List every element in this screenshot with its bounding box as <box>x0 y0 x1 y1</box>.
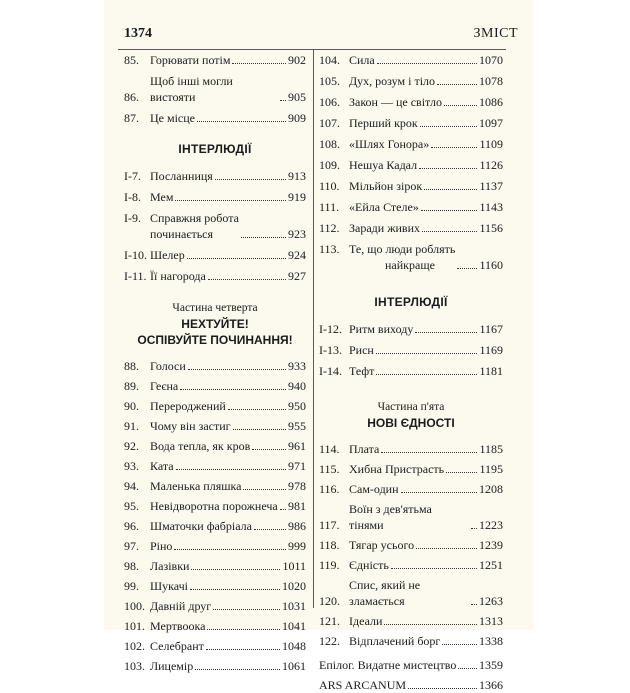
entry-title: Єдність <box>349 557 389 573</box>
entry-number: І-11. <box>124 268 150 284</box>
entry-number: 116. <box>319 481 349 497</box>
interludes-heading: ІНТЕРЛЮДІЇ <box>124 142 306 156</box>
dot-leader <box>252 449 286 450</box>
dot-leader <box>180 389 286 390</box>
entry-number: 86. <box>124 89 150 105</box>
entry-number: 99. <box>124 578 150 594</box>
entry-title: Плата <box>349 441 379 457</box>
entry-number: 110. <box>319 178 349 194</box>
page-number: 1374 <box>124 26 152 42</box>
toc-entry[interactable] <box>124 210 306 242</box>
entry-number: 87. <box>124 110 150 126</box>
entry-number: 97. <box>124 538 150 554</box>
toc-entry[interactable] <box>319 577 503 609</box>
dot-leader <box>208 279 286 280</box>
dot-leader <box>381 452 477 453</box>
entry-title: Дух, розум і тіло <box>349 73 435 89</box>
entry-title-line: Те, що люди роблять <box>349 242 455 256</box>
toc-entry[interactable] <box>124 498 306 514</box>
entry-page: 950 <box>288 398 306 414</box>
dot-leader <box>424 189 477 190</box>
toc-entry[interactable] <box>319 481 503 497</box>
entry-page: 924 <box>288 247 306 263</box>
toc-entry[interactable] <box>124 52 306 68</box>
entry-page: 919 <box>288 189 306 205</box>
entry-number: 118. <box>319 537 349 553</box>
toc-entry[interactable] <box>319 157 503 173</box>
dot-leader <box>233 429 286 430</box>
entry-number: І-10. <box>124 247 150 263</box>
dot-leader <box>457 268 477 269</box>
entry-page: 927 <box>288 268 306 284</box>
dot-leader <box>384 624 477 625</box>
entry-page: 1156 <box>479 220 503 236</box>
entry-title: Епілог. Видатне мистецтво <box>319 657 456 673</box>
dot-leader <box>176 469 286 470</box>
entry-title: Сила <box>349 52 375 68</box>
entry-page: 1208 <box>479 481 503 497</box>
entry-page: 961 <box>288 438 306 454</box>
entry-page: 1048 <box>282 638 306 654</box>
entry-page: 1313 <box>479 613 503 629</box>
entry-title: Відплачений борг <box>349 633 440 649</box>
dot-leader <box>195 669 280 670</box>
toc-entry[interactable] <box>319 136 503 152</box>
entry-page: 955 <box>288 418 306 434</box>
dot-leader <box>471 604 477 605</box>
header-rule <box>118 49 506 50</box>
entry-title: Її нагорода <box>150 268 206 284</box>
dot-leader <box>401 492 477 493</box>
entry-page: 1338 <box>479 633 503 649</box>
entry-page: 971 <box>288 458 306 474</box>
part-four-list <box>124 358 306 674</box>
entry-page: 1251 <box>479 557 503 573</box>
entry-page: 1126 <box>479 157 503 173</box>
entry-title: Мертвоока <box>150 618 205 634</box>
entry-number: 122. <box>319 633 349 649</box>
entry-number: 119. <box>319 557 349 573</box>
entry-number: 94. <box>124 478 150 494</box>
entry-title: Мем <box>150 189 173 205</box>
entry-number: І-13. <box>319 342 349 358</box>
entry-number: 113. <box>319 241 349 257</box>
toc-entry[interactable] <box>124 658 306 674</box>
toc-entry[interactable] <box>124 398 306 414</box>
entry-title: Лазівки <box>150 558 189 574</box>
toc-entry[interactable] <box>319 342 503 358</box>
toc-entry[interactable] <box>319 73 503 89</box>
toc-entry[interactable] <box>124 247 306 263</box>
entry-number: І-9. <box>124 210 150 226</box>
toc-entry[interactable] <box>124 538 306 554</box>
dot-leader <box>377 63 477 64</box>
entry-page: 940 <box>288 378 306 394</box>
entry-page: 913 <box>288 168 306 184</box>
entry-title: Вода тепла, як кров <box>150 438 250 454</box>
toc-entry[interactable] <box>124 478 306 494</box>
toc-entry[interactable] <box>319 52 503 68</box>
entry-page: 933 <box>288 358 306 374</box>
entry-number: 101. <box>124 618 150 634</box>
toc-entry[interactable] <box>124 110 306 126</box>
entry-page: 1359 <box>479 657 503 673</box>
entry-number: 96. <box>124 518 150 534</box>
part-title-line: НЕХТУЙТЕ! <box>181 317 248 331</box>
toc-entry[interactable] <box>124 189 306 205</box>
dot-leader <box>391 568 477 569</box>
entry-number: 91. <box>124 418 150 434</box>
dot-leader <box>241 237 286 238</box>
entry-title: Невідворотна порожнеча <box>150 498 278 514</box>
toc-entry[interactable] <box>319 321 503 337</box>
entry-title: Нешуа Кадал <box>349 157 417 173</box>
entry-title: Горювати потім <box>150 52 230 68</box>
entry-title: Хибна Пристрасть <box>349 461 444 477</box>
entry-title: Чому він застиг <box>150 418 231 434</box>
entry-page: 1137 <box>479 178 503 194</box>
entry-page: 1263 <box>479 593 503 609</box>
entry-title: Заради живих <box>349 220 420 236</box>
dot-leader <box>471 528 477 529</box>
entry-number: 117. <box>319 517 349 533</box>
entry-number: 92. <box>124 438 150 454</box>
entry-page: 1366 <box>479 677 503 693</box>
part-title: НОВІ ЄДНОСТІ <box>319 415 503 431</box>
entry-page: 1160 <box>479 257 503 273</box>
toc-entry[interactable] <box>124 438 306 454</box>
dot-leader <box>232 63 286 64</box>
dot-leader <box>187 258 286 259</box>
entry-title-line: найкраще <box>349 258 435 272</box>
entry-number: 93. <box>124 458 150 474</box>
entry-page: 909 <box>288 110 306 126</box>
toc-entry[interactable] <box>124 638 306 654</box>
entry-title <box>349 241 455 273</box>
entry-title-line: починається <box>150 227 213 241</box>
toc-entry[interactable] <box>319 461 503 477</box>
entry-page: 1181 <box>479 363 503 379</box>
entry-page: 1167 <box>479 321 503 337</box>
entry-number: 115. <box>319 461 349 477</box>
interludes-heading: ІНТЕРЛЮДІЇ <box>319 295 503 309</box>
entry-number: 104. <box>319 52 349 68</box>
entry-title: «Шлях Гонора» <box>349 136 429 152</box>
page-header <box>120 26 526 46</box>
toc-left-column <box>124 52 306 610</box>
entry-page: 999 <box>288 538 306 554</box>
toc-entry[interactable] <box>319 441 503 457</box>
dot-leader <box>190 589 280 590</box>
entry-page: 1011 <box>282 558 306 574</box>
entry-page: 986 <box>288 518 306 534</box>
entry-title: Геєна <box>150 378 178 394</box>
dot-leader <box>191 569 280 570</box>
dot-leader <box>206 649 280 650</box>
entry-number: 109. <box>319 157 349 173</box>
dot-leader <box>280 509 286 510</box>
toc-entry[interactable] <box>124 618 306 634</box>
entry-number: 114. <box>319 441 349 457</box>
entry-page: 923 <box>288 226 306 242</box>
entry-number: 102. <box>124 638 150 654</box>
toc-entry[interactable] <box>124 378 306 394</box>
entry-title-line: Справжня робота <box>150 211 239 225</box>
entry-number: 112. <box>319 220 349 236</box>
toc-entry[interactable] <box>124 268 306 284</box>
entry-title: Ідеали <box>349 613 382 629</box>
dot-leader <box>415 332 477 333</box>
toc-entry[interactable] <box>319 501 503 533</box>
entry-number: 95. <box>124 498 150 514</box>
dot-leader <box>197 121 286 122</box>
dot-leader <box>213 609 280 610</box>
entry-page: 1223 <box>479 517 503 533</box>
entry-title: Голоси <box>150 358 186 374</box>
entry-title: Шелер <box>150 247 185 263</box>
entry-number: 105. <box>319 73 349 89</box>
part-title <box>124 316 306 348</box>
dot-leader <box>243 489 286 490</box>
entry-title: Селебрант <box>150 638 204 654</box>
entry-number: 121. <box>319 613 349 629</box>
entry-page: 981 <box>288 498 306 514</box>
toc-entry[interactable] <box>319 94 503 110</box>
entry-number: 88. <box>124 358 150 374</box>
part-label: Частина четверта <box>124 302 306 314</box>
dot-leader <box>215 179 286 180</box>
entry-page: 905 <box>288 89 306 105</box>
entry-title: Давній друг <box>150 598 211 614</box>
dot-leader <box>254 529 286 530</box>
entry-page: 1031 <box>282 598 306 614</box>
entry-title: Лицемір <box>150 658 193 674</box>
entry-page: 1169 <box>479 342 503 358</box>
entry-number: І-14. <box>319 363 349 379</box>
entry-title: Рисн <box>349 342 374 358</box>
part-five-list <box>319 441 503 693</box>
entry-number: 108. <box>319 136 349 152</box>
entry-number: 98. <box>124 558 150 574</box>
dot-leader <box>376 374 477 375</box>
toc-entry[interactable] <box>319 220 503 236</box>
dot-leader <box>419 168 477 169</box>
entry-number: 85. <box>124 52 150 68</box>
entry-number: 100. <box>124 598 150 614</box>
toc-entry[interactable] <box>124 558 306 574</box>
entry-title: Ріно <box>150 538 172 554</box>
entry-page: 902 <box>288 52 306 68</box>
toc-entry-epilogue[interactable] <box>319 657 503 673</box>
toc-entry[interactable] <box>319 241 503 273</box>
entry-number: 90. <box>124 398 150 414</box>
entry-page: 1195 <box>479 461 503 477</box>
dot-leader <box>408 688 477 689</box>
toc-entry[interactable] <box>124 168 306 184</box>
entry-number: 89. <box>124 378 150 394</box>
toc-entry[interactable] <box>124 458 306 474</box>
dot-leader <box>420 126 477 127</box>
entry-number: І-8. <box>124 189 150 205</box>
entry-title: Закон — це світло <box>349 94 442 110</box>
entry-page: 1086 <box>479 94 503 110</box>
toc-entry[interactable] <box>124 418 306 434</box>
toc-entry[interactable] <box>124 598 306 614</box>
part-label: Частина п'ята <box>319 401 503 413</box>
dot-leader <box>228 409 286 410</box>
entry-title: Тефт <box>349 363 374 379</box>
entry-page: 1020 <box>282 578 306 594</box>
entry-title: Перероджений <box>150 398 226 414</box>
section-title: ЗМІСТ <box>473 26 518 42</box>
entry-number: 107. <box>319 115 349 131</box>
entry-title: Ката <box>150 458 174 474</box>
entry-title: Спис, який не зламається <box>349 577 469 609</box>
entry-title: Воїн з дев'ятьма тінями <box>349 501 469 533</box>
entry-page: 978 <box>288 478 306 494</box>
dot-leader <box>421 210 478 211</box>
entry-title: Тягар усього <box>349 537 414 553</box>
entry-title: «Ейла Стеле» <box>349 199 419 215</box>
entry-title: Маленька пляшка <box>150 478 241 494</box>
dot-leader <box>175 200 286 201</box>
entry-title: Ритм виходу <box>349 321 413 337</box>
dot-leader <box>422 231 477 232</box>
entry-title: Сам-один <box>349 481 399 497</box>
entry-title: Мільйон зірок <box>349 178 422 194</box>
toc-entry[interactable] <box>319 537 503 553</box>
entry-page: 1239 <box>479 537 503 553</box>
entry-title: Щоб інші могли вистояти <box>150 73 278 105</box>
entry-title: Шматочки фабріала <box>150 518 252 534</box>
dot-leader <box>416 548 477 549</box>
entry-page: 1097 <box>479 115 503 131</box>
dot-leader <box>458 668 477 669</box>
entry-title: Це місце <box>150 110 195 126</box>
dot-leader <box>442 644 477 645</box>
entry-number: 103. <box>124 658 150 674</box>
entry-page: 1041 <box>282 618 306 634</box>
dot-leader <box>437 84 477 85</box>
toc-entry[interactable] <box>319 557 503 573</box>
toc-entry[interactable] <box>319 613 503 629</box>
dot-leader <box>280 100 286 101</box>
entry-number: 106. <box>319 94 349 110</box>
toc-entry[interactable] <box>319 115 503 131</box>
entry-page: 1078 <box>479 73 503 89</box>
toc-entry-ars-arcanum[interactable] <box>319 677 503 693</box>
toc-entry[interactable] <box>124 73 306 105</box>
dot-leader <box>446 472 477 473</box>
toc-entry[interactable] <box>319 178 503 194</box>
dot-leader <box>376 353 478 354</box>
toc-right-column <box>319 52 503 610</box>
entry-title <box>150 210 239 242</box>
dot-leader <box>188 369 286 370</box>
dot-leader <box>444 105 477 106</box>
entry-number: 120. <box>319 593 349 609</box>
entry-page: 1143 <box>479 199 503 215</box>
entry-page: 1185 <box>479 441 503 457</box>
entry-title: Посланниця <box>150 168 213 184</box>
toc-entry[interactable] <box>124 578 306 594</box>
toc-entry[interactable] <box>124 518 306 534</box>
entry-title: Шукачі <box>150 578 188 594</box>
entry-page: 1061 <box>282 658 306 674</box>
entry-number: 111. <box>319 199 349 215</box>
toc-entry[interactable] <box>319 363 503 379</box>
entry-number: І-12. <box>319 321 349 337</box>
toc-entry[interactable] <box>319 199 503 215</box>
entry-title: ARS ARCANUM <box>319 677 406 693</box>
toc-entry[interactable] <box>319 633 503 649</box>
entry-page: 1070 <box>479 52 503 68</box>
part-title-line: ОСПІВУЙТЕ ПОЧИНАННЯ! <box>137 333 292 347</box>
entry-number: І-7. <box>124 168 150 184</box>
column-divider <box>313 49 314 608</box>
toc-entry[interactable] <box>124 358 306 374</box>
dot-leader <box>174 549 286 550</box>
entry-page: 1109 <box>479 136 503 152</box>
entry-title: Перший крок <box>349 115 418 131</box>
dot-leader <box>431 147 477 148</box>
